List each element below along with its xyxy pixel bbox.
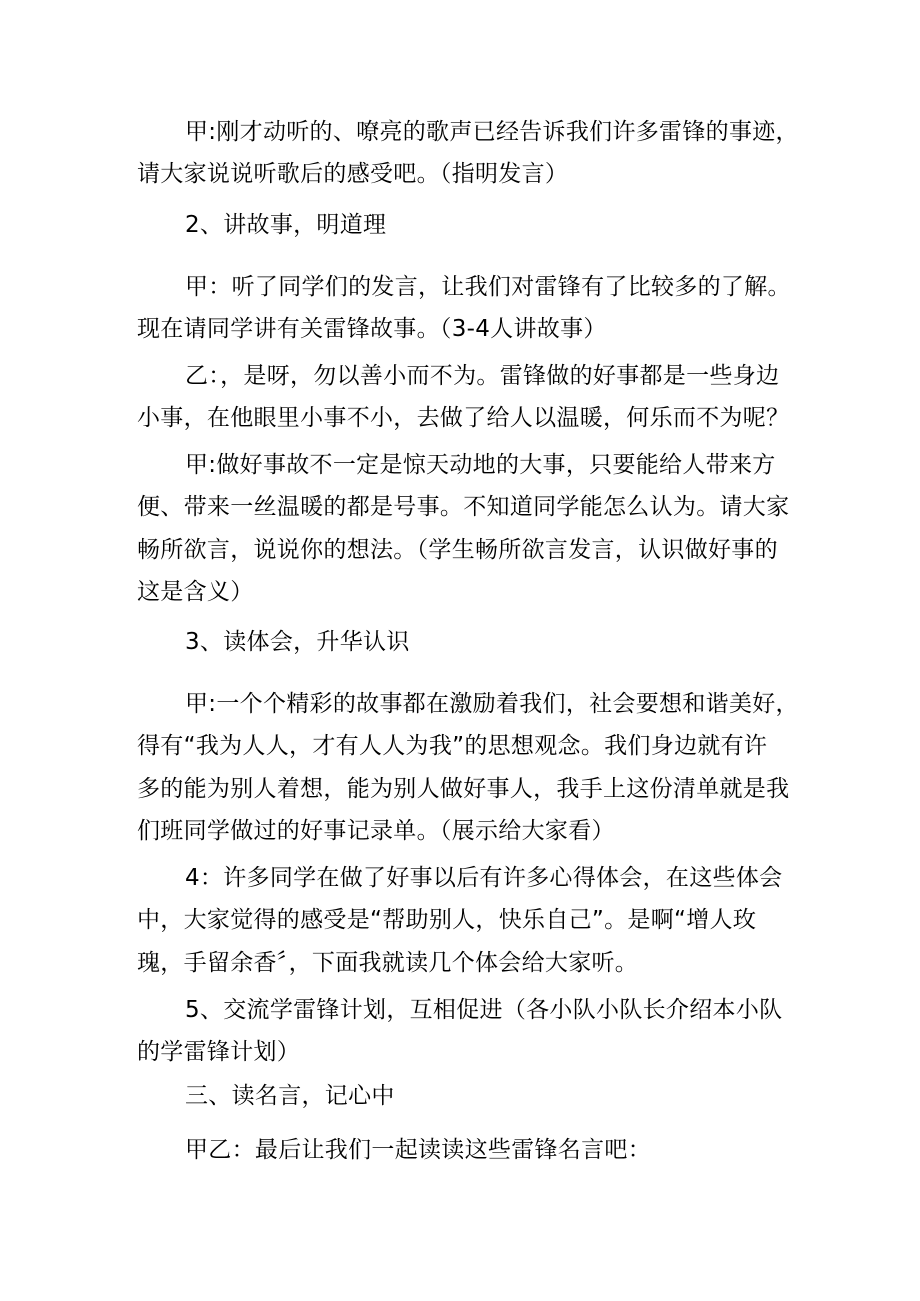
paragraph-line: 乙：，是呀，勿以善小而不为。雷锋做的好事都是一些身边 (185, 363, 780, 389)
paragraph-line: 甲:刚才动听的、嘹亮的歌声已经告诉我们许多雷锋的事迹， (185, 119, 799, 145)
paragraph-line: 5、交流学雷锋计划，互相促进（各小队小队长介绍本小队 (185, 997, 783, 1023)
paragraph-line: 多的能为别人着想，能为别人做好事人，我手上这份清单就是我 (137, 776, 790, 802)
paragraph-line: 现在请同学讲有关雷锋故事。（3-4人讲故事） (137, 316, 607, 342)
paragraph-line: 甲:做好事故不一定是惊天动地的大事，只要能给人带来方 (185, 452, 776, 478)
paragraph-line: 4：许多同学在做了好事以后有许多心得体会，在这些体会 (185, 865, 783, 891)
paragraph-line: 这是含义） (137, 579, 254, 605)
paragraph-line: 甲：听了同学们的发言，让我们对雷锋有了比较多的了解。 (185, 274, 791, 300)
paragraph-line: 便、带来一丝温暖的都是号事。不知道同学能怎么认为。请大家 (137, 494, 790, 520)
section-heading: 3、读体会，升华认识 (185, 629, 410, 655)
section-heading: 2、讲故事，明道理 (185, 212, 387, 238)
paragraph-line: 甲乙：最后让我们一起读读这些雷锋名言吧： (185, 1137, 651, 1163)
paragraph-line: 畅所欲言，说说你的想法。（学生畅所欲言发言，认识做好事的 (137, 537, 778, 563)
paragraph-line: 甲:一个个精彩的故事都在激励着我们，社会要想和谐美好， (185, 691, 799, 717)
paragraph-line: 请大家说说听歌后的感受吧。（指明发言） (137, 161, 569, 187)
section-heading: 三、读名言，记心中 (185, 1083, 395, 1109)
paragraph-line: 的学雷锋计划） (137, 1039, 301, 1065)
paragraph-line: 中，大家觉得的感受是“帮助别人，快乐自己”。是啊“增人玫 (137, 907, 757, 933)
paragraph-line: 得有“我为人人，才有人人为我”的思想观念。我们身边就有许 (137, 733, 768, 759)
paragraph-line: 小事，在他眼里小事不小，去做了给人以温暖，何乐而不为呢？ (137, 405, 790, 431)
paragraph-line: 们班同学做过的好事记录单。（展示给大家看） (137, 818, 615, 844)
paragraph-line: 瑰，手留余香〞，下面我就读几个体会给大家听。 (137, 950, 639, 976)
